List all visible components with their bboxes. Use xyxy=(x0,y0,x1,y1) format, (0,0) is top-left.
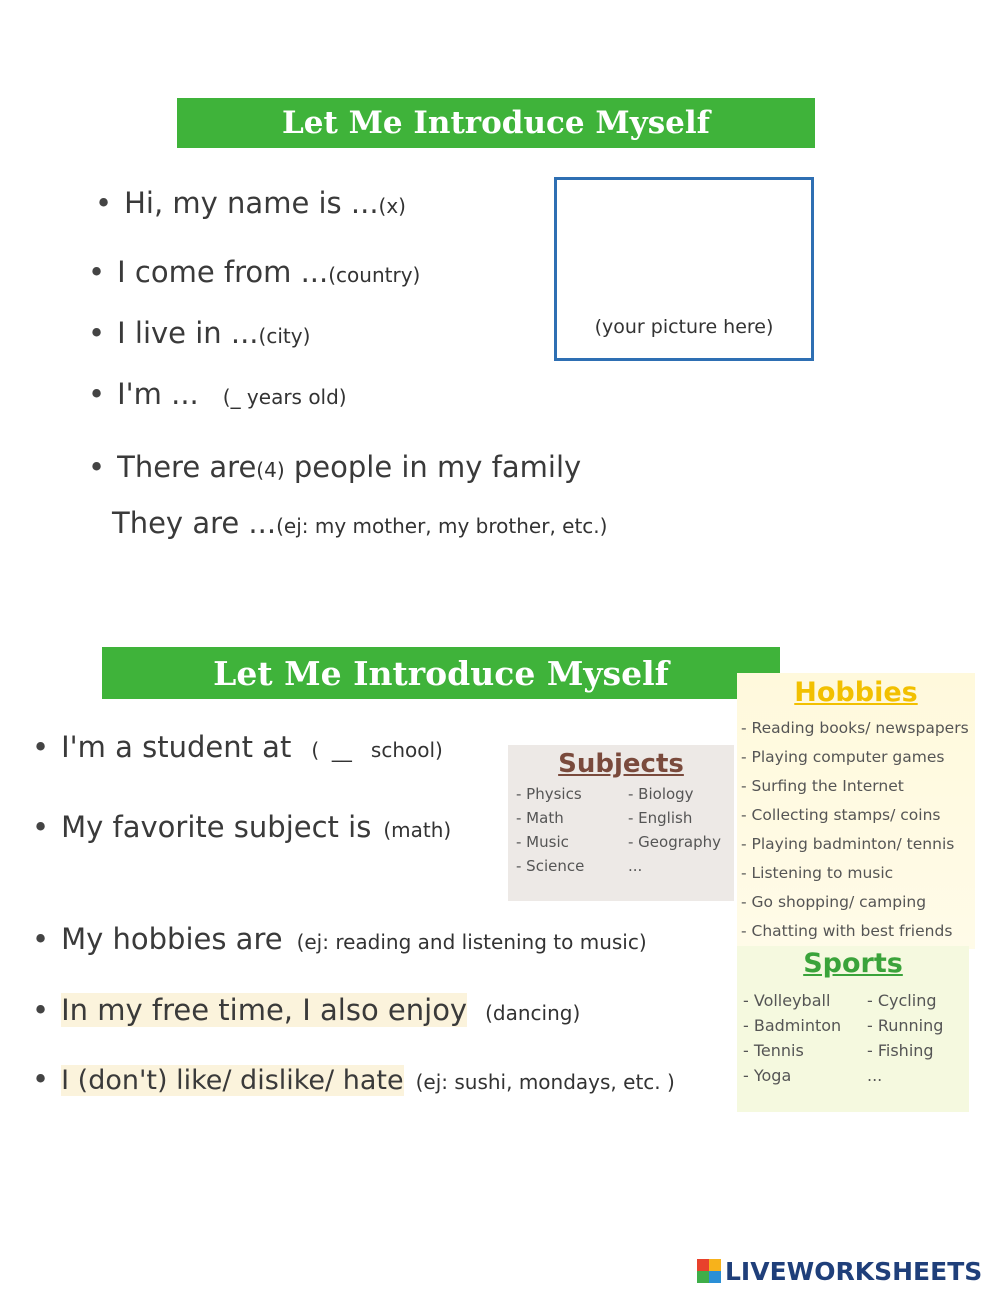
family-line xyxy=(88,450,581,484)
hobbies-title: Hobbies xyxy=(794,677,918,708)
subject-item: - Geography xyxy=(628,833,721,851)
city-line xyxy=(88,316,310,350)
free-time-hint: (dancing) xyxy=(485,1001,581,1025)
city-hint: (city) xyxy=(258,324,311,348)
subjects-title: Subjects xyxy=(558,749,684,779)
subject-hint: (math) xyxy=(383,818,452,842)
country-hint: (country) xyxy=(328,263,421,287)
city-prompt: I live in ... xyxy=(117,316,259,350)
subject-item: - Math xyxy=(516,809,564,827)
bullet-icon: • xyxy=(88,255,106,289)
name-hint: (x) xyxy=(378,194,406,218)
likes-prompt: I (don't) like/ dislike/ hate xyxy=(61,1065,404,1096)
hobbies-box xyxy=(737,673,975,949)
subject-item: - Biology xyxy=(628,785,694,803)
hobbies-list xyxy=(741,714,971,946)
free-time-line xyxy=(32,993,580,1027)
hobby-item: - Listening to music xyxy=(741,864,894,882)
section2-title: Let Me Introduce Myself xyxy=(213,653,669,693)
hobby-item: - Playing computer games xyxy=(741,748,945,766)
section2-title-banner xyxy=(102,647,780,699)
family-prompt-start: There are xyxy=(117,450,257,484)
sport-item: - Badminton xyxy=(743,1016,842,1035)
sport-item: - Running xyxy=(867,1016,944,1035)
bullet-icon: • xyxy=(88,377,106,411)
sports-title: Sports xyxy=(803,948,903,979)
country-line xyxy=(88,255,420,289)
subject-prompt: My favorite subject is xyxy=(61,810,372,844)
sport-item: - Volleyball xyxy=(743,991,831,1010)
subject-item: ... xyxy=(628,857,643,875)
subject-item: - Music xyxy=(516,833,569,851)
section1-title: Let Me Introduce Myself xyxy=(281,105,711,141)
hobby-item: - Surfing the Internet xyxy=(741,777,904,795)
subject-item: - Physics xyxy=(516,785,582,803)
sport-item: - Fishing xyxy=(867,1041,934,1060)
bullet-icon: • xyxy=(32,993,50,1027)
family-members-hint: (ej: my mother, my brother, etc.) xyxy=(276,514,608,538)
bullet-icon: • xyxy=(32,1062,50,1096)
bullet-icon: • xyxy=(95,186,113,220)
sport-item: - Tennis xyxy=(743,1041,804,1060)
subject-item: - English xyxy=(628,809,693,827)
name-prompt: Hi, my name is ... xyxy=(124,186,379,220)
sport-item: - Cycling xyxy=(867,991,937,1010)
picture-caption: (your picture here) xyxy=(594,316,774,338)
bullet-icon: • xyxy=(32,730,50,764)
hobby-item: - Go shopping/ camping xyxy=(741,893,927,911)
subject-item: - Science xyxy=(516,857,585,875)
hobby-item: - Reading books/ newspapers xyxy=(741,719,969,737)
country-prompt: I come from ... xyxy=(117,255,329,289)
bullet-icon: • xyxy=(88,316,106,350)
school-prompt: I'm a student at xyxy=(61,730,292,764)
liveworksheets-logo[interactable] xyxy=(697,1256,982,1286)
school-hint: ( __ school) xyxy=(311,738,443,762)
sports-list xyxy=(743,991,963,1085)
logo-text: LIVEWORKSHEETS xyxy=(725,1256,983,1286)
age-hint: (_ years old) xyxy=(222,385,347,409)
family-members-line xyxy=(112,506,607,540)
hobbies-prompt: My hobbies are xyxy=(61,922,283,956)
bullet-icon: • xyxy=(32,922,50,956)
sport-item: - Yoga xyxy=(743,1066,792,1085)
name-line xyxy=(95,186,406,220)
hobbies-line xyxy=(32,922,647,956)
sports-box xyxy=(737,946,969,1112)
free-time-prompt: In my free time, I also enjoy xyxy=(61,993,468,1027)
school-line xyxy=(32,730,443,764)
family-prompt-end: people in my family xyxy=(284,450,582,484)
age-prompt: I'm ... xyxy=(117,377,199,411)
age-line xyxy=(88,377,347,411)
liveworksheets-logo-icon xyxy=(697,1259,721,1283)
family-count-hint: (4) xyxy=(256,458,285,482)
hobbies-hint: (ej: reading and listening to music) xyxy=(296,930,647,954)
sport-item: ... xyxy=(867,1066,883,1085)
likes-line xyxy=(32,1062,675,1096)
subject-line xyxy=(32,810,451,844)
hobby-item: - Collecting stamps/ coins xyxy=(741,806,941,824)
section1-title-banner xyxy=(177,98,815,148)
family-members-prompt: They are ... xyxy=(112,506,277,540)
subjects-box xyxy=(508,745,734,901)
subjects-list xyxy=(516,785,726,875)
likes-hint: (ej: sushi, mondays, etc. ) xyxy=(415,1070,675,1094)
picture-placeholder[interactable] xyxy=(554,177,814,361)
bullet-icon: • xyxy=(32,810,50,844)
hobby-item: - Chatting with best friends xyxy=(741,922,953,940)
bullet-icon: • xyxy=(88,450,106,484)
hobby-item: - Playing badminton/ tennis xyxy=(741,835,955,853)
